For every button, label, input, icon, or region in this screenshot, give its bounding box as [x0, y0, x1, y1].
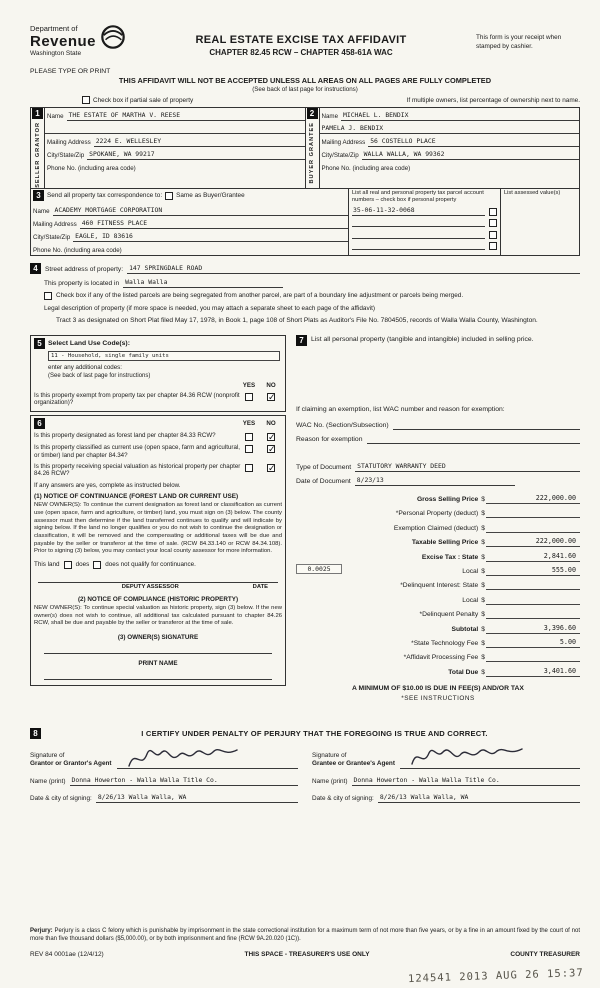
exemption-reason-field[interactable]	[367, 436, 581, 444]
completion-warning: THIS AFFIDAVIT WILL NOT BE ACCEPTED UNLESS ALL AREAS ON ALL PAGES ARE FULLY COMPLETED	[118, 76, 492, 85]
section-5-number: 5	[34, 338, 45, 349]
partial-sale-checkbox[interactable]	[82, 96, 90, 104]
agency-name: Revenue	[30, 33, 97, 50]
deputy-assessor-label: DEPUTY ASSESSOR	[121, 583, 179, 590]
exempt-question: Is this property exempt from property tax per chapter 84.36 RCW (nonprofit organization)?	[34, 391, 240, 407]
buyer-address-field[interactable]: 56 COSTELLO PLACE	[368, 137, 579, 147]
personal-property-deduct-field[interactable]	[486, 510, 580, 518]
money-label: Exemption Claimed (deduct)	[393, 524, 479, 532]
section-2-number: 2	[307, 108, 318, 119]
grantor-agent-label: Grantor or Grantor's Agent	[30, 760, 112, 768]
buyer-grantee-box	[306, 108, 580, 188]
personal-property-checkbox-2[interactable]	[489, 219, 497, 227]
cashier-stamp: 124541 2013 AUG 26 15:37	[408, 966, 585, 986]
street-address-field[interactable]: 147 SPRINGDALE ROAD	[127, 264, 580, 274]
money-label: *Delinquent Penalty	[419, 611, 479, 619]
buyer-name-field[interactable]: MICHAEL L. BENDIX	[341, 111, 579, 121]
same-as-buyer-label: Same as Buyer/Grantee	[176, 192, 245, 200]
current-use-question: Is this property classified as current use (open space, farm and agricultural, or timber) land per chapter 84.34?	[34, 444, 241, 459]
notice-continuance-title: (1) NOTICE OF CONTINUANCE (FOREST LAND OR CURRENT USE)	[34, 493, 239, 501]
receipt-note: This form is your receipt when stamped by cashier.	[476, 34, 562, 50]
date-city-label: Date & city of signing:	[312, 794, 374, 802]
does-qualify-checkbox[interactable]	[64, 561, 72, 569]
document-date-field[interactable]: 8/23/13	[355, 476, 515, 486]
forest-land-section	[30, 415, 286, 686]
section-8-number: 8	[30, 728, 41, 739]
owners-signature-line[interactable]	[44, 641, 272, 654]
legal-description-field[interactable]: Tract 3 as designated on Short Plat filed May 17, 1978, in Book 1, page 108 of Short Plats as Auditor's File No. 7804505, records of Walla Walla County, Washington.	[56, 316, 538, 324]
field-label: Mailing Address	[47, 139, 91, 146]
historic-no-checkbox[interactable]: ✓	[268, 462, 276, 473]
delinquent-interest-state-field[interactable]	[486, 582, 580, 590]
grantee-printed-name-field[interactable]: Donna Howerton - Walla Walla Title Co.	[352, 776, 580, 786]
segregated-label: Check box if any of the listed parcels are being segregated from another parcel, are part of a boundary line adjustment or parcels being merged.	[56, 292, 464, 300]
forest-no-checkbox[interactable]: ✓	[268, 432, 276, 443]
certification-statement: I CERTIFY UNDER PENALTY OF PERJURY THAT THE FOREGOING IS TRUE AND CORRECT.	[141, 728, 488, 738]
historic-yes-checkbox[interactable]	[245, 464, 253, 472]
field-label: Name	[33, 207, 50, 215]
grantee-signature	[408, 742, 528, 772]
exemption-claimed-field[interactable]	[486, 525, 580, 533]
form-subtitle: CHAPTER 82.45 RCW – CHAPTER 458-61A WAC	[209, 48, 393, 57]
money-label: Total Due	[448, 668, 479, 676]
see-instructions-note: *SEE INSTRUCTIONS	[401, 694, 475, 702]
yes-header: YES	[242, 381, 256, 389]
partial-sale-label: Check box if partial sale of property	[93, 96, 194, 104]
money-label: Taxable Selling Price	[411, 539, 479, 547]
name-print-label: Name (print)	[312, 777, 348, 785]
total-due-field[interactable]: 3,401.60	[486, 667, 580, 677]
grantor-signature-block	[30, 745, 298, 803]
signature-of-label: Signature of	[312, 752, 347, 760]
if-yes-note: If any answers are yes, complete as instructed below.	[34, 482, 181, 490]
parcel-number-field[interactable]	[352, 248, 485, 250]
perjury-label: Perjury:	[30, 927, 53, 934]
minimum-fee-note: A MINIMUM OF $10.00 IS DUE IN FEE(S) AND/OR TAX	[352, 684, 524, 692]
section-3-number: 3	[33, 190, 44, 201]
located-in-field[interactable]: Walla Walla	[123, 278, 283, 288]
form-header	[30, 24, 580, 72]
revenue-logo-icon	[100, 24, 126, 50]
correspondence-name-field[interactable]: ACADEMY MORTGAGE CORPORATION	[53, 206, 348, 216]
grantee-agent-label: Grantee or Grantee's Agent	[312, 760, 395, 768]
agency-line3: Washington State	[30, 50, 82, 57]
grantee-signature-line[interactable]	[400, 745, 580, 769]
field-label: Mailing Address	[33, 220, 77, 228]
treasurer-space-label: THIS SPACE - TREASURER'S USE ONLY	[244, 951, 370, 958]
date-city-label: Date & city of signing:	[30, 794, 92, 802]
grantee-signature-block	[312, 745, 580, 803]
current-use-no-checkbox[interactable]: ✓	[268, 444, 276, 455]
notice-continuance-body: NEW OWNER(S): To continue the current designation as forest land or classification as current use (open space, farm and agriculture, or timber) land, you must sign on (3) below. The county assessor must then determine if the land transferred continues to qualify and will indicate by signing below. If the land no longer qualifies or you do not wish to continue the designation or classification, it will be removed and the compensating or additional taxes will be due and payable by the seller or transferor at the time of sale. (RCW 84.33.140 or RCW 84.34.108). Prior to signing (3) below, you may contact your local county assessor for more information.	[34, 502, 282, 555]
no-header: NO	[266, 381, 276, 389]
field-label: Phone No. (including area code)	[47, 165, 136, 172]
legal-description-label: Legal description of property (if more space is needed, you may attach a separate sheet to each page of the affidavit)	[44, 304, 375, 312]
selling-price-section	[286, 335, 580, 702]
buyer-name2-field[interactable]: PAMELA J. BENDIX	[320, 124, 580, 134]
county-treasurer-label: COUNTY TREASURER	[510, 951, 580, 958]
agency-line1: Department of	[30, 24, 78, 33]
signature-of-label: Signature of	[30, 752, 65, 760]
field-label: Name	[47, 113, 64, 120]
street-address-label: Street address of property:	[45, 265, 124, 273]
buyer-side-label: BUYER GRANTEE	[309, 122, 315, 184]
personal-property-checkbox-1[interactable]	[489, 208, 497, 216]
section-1-number: 1	[32, 108, 43, 119]
notice-compliance-title: (2) NOTICE OF COMPLIANCE (HISTORIC PROPERTY)	[77, 595, 239, 603]
agency-logo	[30, 24, 126, 57]
does-not-label: does not qualify for continuance.	[105, 561, 196, 569]
seller-address-field[interactable]: 2224 E. WELLESLEY	[94, 137, 305, 147]
additional-codes-label: enter any additional codes:	[48, 363, 122, 371]
section-7-number: 7	[296, 335, 307, 346]
yes-header: YES	[242, 420, 256, 428]
land-use-section	[30, 335, 286, 413]
field-label: City/State/Zip	[321, 152, 359, 159]
money-label: *State Technology Fee	[411, 639, 479, 647]
no-header: NO	[266, 420, 276, 428]
current-use-yes-checkbox[interactable]	[245, 445, 253, 453]
field-label: Phone No. (including area code)	[321, 165, 411, 172]
tax-correspondence-section	[30, 189, 580, 256]
money-label: *Affidavit Processing Fee	[403, 654, 479, 662]
see-back-note: (See back of last page for instructions)	[252, 86, 358, 93]
historic-question: Is this property receiving special valuation as historical property per chapter 84.26 RCW?	[34, 462, 241, 478]
excise-tax-local-field[interactable]: 555.00	[486, 566, 580, 576]
seller-city-field[interactable]: SPOKANE, WA 99217	[87, 150, 304, 160]
field-label: Phone No. (including area code)	[33, 246, 122, 254]
forest-land-question: Is this property designated as forest land per chapter 84.33 RCW?	[34, 432, 216, 440]
seller-name-field[interactable]: THE ESTATE OF MARTHA V. REESE	[67, 111, 305, 121]
name-print-label: Name (print)	[30, 777, 66, 785]
reason-label: Reason for exemption	[296, 435, 363, 443]
personal-property-label: List all personal property (tangible and intangible) included in selling price.	[311, 335, 534, 343]
notice-compliance-body: NEW OWNER(S): To continue special valuation as historic property, sign (3) below. If the new owner(s) does not wish to continue, all additional tax calculated pursuant to chapter 84.26 RCW, shall be due and payable by the seller or transferor at the time of sale.	[34, 604, 282, 627]
certification-section	[30, 728, 580, 803]
money-label: Excise Tax : State	[421, 553, 479, 561]
form-title: REAL ESTATE EXCISE TAX AFFIDAVIT	[195, 34, 407, 46]
wac-number-field[interactable]	[393, 422, 580, 430]
exempt-no-checkbox[interactable]: ✓	[268, 391, 276, 402]
field-label: Name	[321, 113, 339, 120]
excise-tax-state-field[interactable]: 2,841.60	[486, 552, 580, 562]
delinquent-penalty-field[interactable]	[486, 611, 580, 619]
correspondence-phone-field[interactable]	[125, 247, 348, 255]
buyer-city-field[interactable]: WALLA WALLA, WA 99362	[362, 150, 579, 160]
parties-section	[30, 107, 580, 189]
seller-grantor-box	[31, 108, 306, 188]
field-label: City/State/Zip	[33, 233, 71, 241]
money-label: Local	[462, 568, 479, 576]
segregated-checkbox[interactable]	[44, 292, 52, 300]
send-correspondence-label: Send all property tax correspondence to:	[47, 192, 163, 200]
document-date-label: Date of Document	[296, 477, 351, 485]
money-label: Gross Selling Price	[416, 496, 479, 504]
state-technology-fee-field[interactable]: 5.00	[486, 638, 580, 648]
form-number: REV 84 0001ae (12/4/12)	[30, 951, 104, 958]
print-name-line[interactable]	[44, 667, 272, 680]
section-4-number: 4	[30, 263, 41, 274]
correspondence-city-field[interactable]: EAGLE, ID 83616	[73, 232, 348, 242]
money-label: *Personal Property (deduct)	[395, 510, 479, 518]
correspondence-address-field[interactable]: 460 FITNESS PLACE	[80, 219, 348, 229]
local-rate-box: 0.0025	[296, 564, 342, 574]
money-label: Subtotal	[451, 625, 479, 633]
grantor-date-city-field[interactable]: 8/26/13 Walla Walla, WA	[96, 793, 298, 803]
form-footer	[30, 927, 580, 958]
section-6-number: 6	[34, 418, 45, 429]
exempt-yes-checkbox[interactable]	[245, 393, 253, 401]
property-location-section	[30, 256, 580, 331]
seller-name2-field[interactable]	[45, 126, 305, 134]
assessed-values-header: List assessed value(s)	[504, 189, 561, 196]
grantor-signature	[125, 742, 245, 772]
personal-property-blank-area[interactable]	[296, 346, 580, 406]
parcel-numbers-header: List all real and personal property tax parcel account numbers – check box if personal property	[352, 189, 484, 203]
perjury-body: Perjury is a class C felony which is punishable by imprisonment in the state correctional institution for a maximum term of not more than five years, or by a fine in an amount fixed by the court of not more than five thousand dollars ($5,000.00), or by both imprisonment and fine (RCW 9A.20.020 (1C)).	[30, 927, 580, 942]
taxable-selling-price-field[interactable]: 222,000.00	[486, 537, 580, 547]
grantee-date-city-field[interactable]: 8/26/13 Walla Walla, WA	[378, 793, 580, 803]
does-label: does	[75, 561, 90, 569]
seller-side-label: SELLER GRANTOR	[34, 122, 41, 188]
gross-selling-price-field[interactable]: 222,000.00	[486, 494, 580, 504]
subtotal-field[interactable]: 3,396.60	[486, 624, 580, 634]
money-label: *Delinquent Interest: State	[400, 582, 479, 590]
field-label: City/State/Zip	[47, 152, 85, 159]
grantor-signature-line[interactable]	[117, 745, 298, 769]
owners-signature-title: (3) OWNER(S) SIGNATURE	[117, 633, 199, 641]
grantor-printed-name-field[interactable]: Donna Howerton - Walla Walla Title Co.	[70, 776, 298, 786]
please-type-or-print: PLEASE TYPE OR PRINT	[30, 68, 111, 75]
date-label: DATE	[252, 583, 268, 590]
document-type-field[interactable]: STATUTORY WARRANTY DEED	[355, 462, 580, 472]
see-back-note: (See back of last page for instructions)	[48, 372, 151, 379]
wac-label: WAC No. (Section/Subsection)	[296, 421, 389, 429]
perjury-notice	[30, 927, 580, 943]
document-type-label: Type of Document	[296, 463, 352, 471]
land-use-title: Select Land Use Code(s):	[48, 339, 130, 347]
field-label: Mailing Address	[321, 139, 366, 146]
does-not-qualify-checkbox[interactable]	[93, 561, 101, 569]
multiple-owners-note: If multiple owners, list percentage of ownership next to name.	[406, 96, 580, 104]
partial-sale-row	[82, 96, 580, 104]
located-in-label: This property is located in	[44, 279, 120, 287]
this-land-label: This land	[34, 561, 60, 569]
print-name-title: PRINT NAME	[138, 659, 178, 667]
seller-phone-field[interactable]	[139, 165, 305, 173]
deputy-assessor-signature-line[interactable]	[38, 571, 278, 583]
affidavit-processing-fee-field[interactable]	[486, 654, 580, 662]
same-as-buyer-checkbox[interactable]	[165, 192, 173, 200]
excise-tax-table: Gross Selling Price $ 222,000.00 *Personal Property (deduct) $ Exemption Claimed (deduct) $ Taxable Selling Price $ 222,000.00 Excise Tax : State $ 2,841.60 0.0025 Local $ 555.00 *Delinquent Interest: State $ Local $ *Delinquent Penalty $ Subtotal $ 3,396.60 *State Technology Fee $ 5.00 *Affidavit Processing Fee $ Total Due $ 3,401.60	[296, 490, 580, 677]
land-use-code-field[interactable]: 11 - Household, single family units	[48, 351, 280, 361]
money-label: Local	[462, 596, 479, 604]
forest-yes-checkbox[interactable]	[245, 433, 253, 441]
parcel-number-field[interactable]: 35-06-11-32-0068	[352, 206, 485, 216]
exemption-note: If claiming an exemption, list WAC number and reason for exemption:	[296, 405, 505, 413]
buyer-phone-field[interactable]	[413, 165, 579, 173]
personal-property-checkbox-3[interactable]	[489, 231, 497, 239]
personal-property-checkbox-4[interactable]	[489, 242, 497, 250]
delinquent-interest-local-field[interactable]	[486, 597, 580, 605]
